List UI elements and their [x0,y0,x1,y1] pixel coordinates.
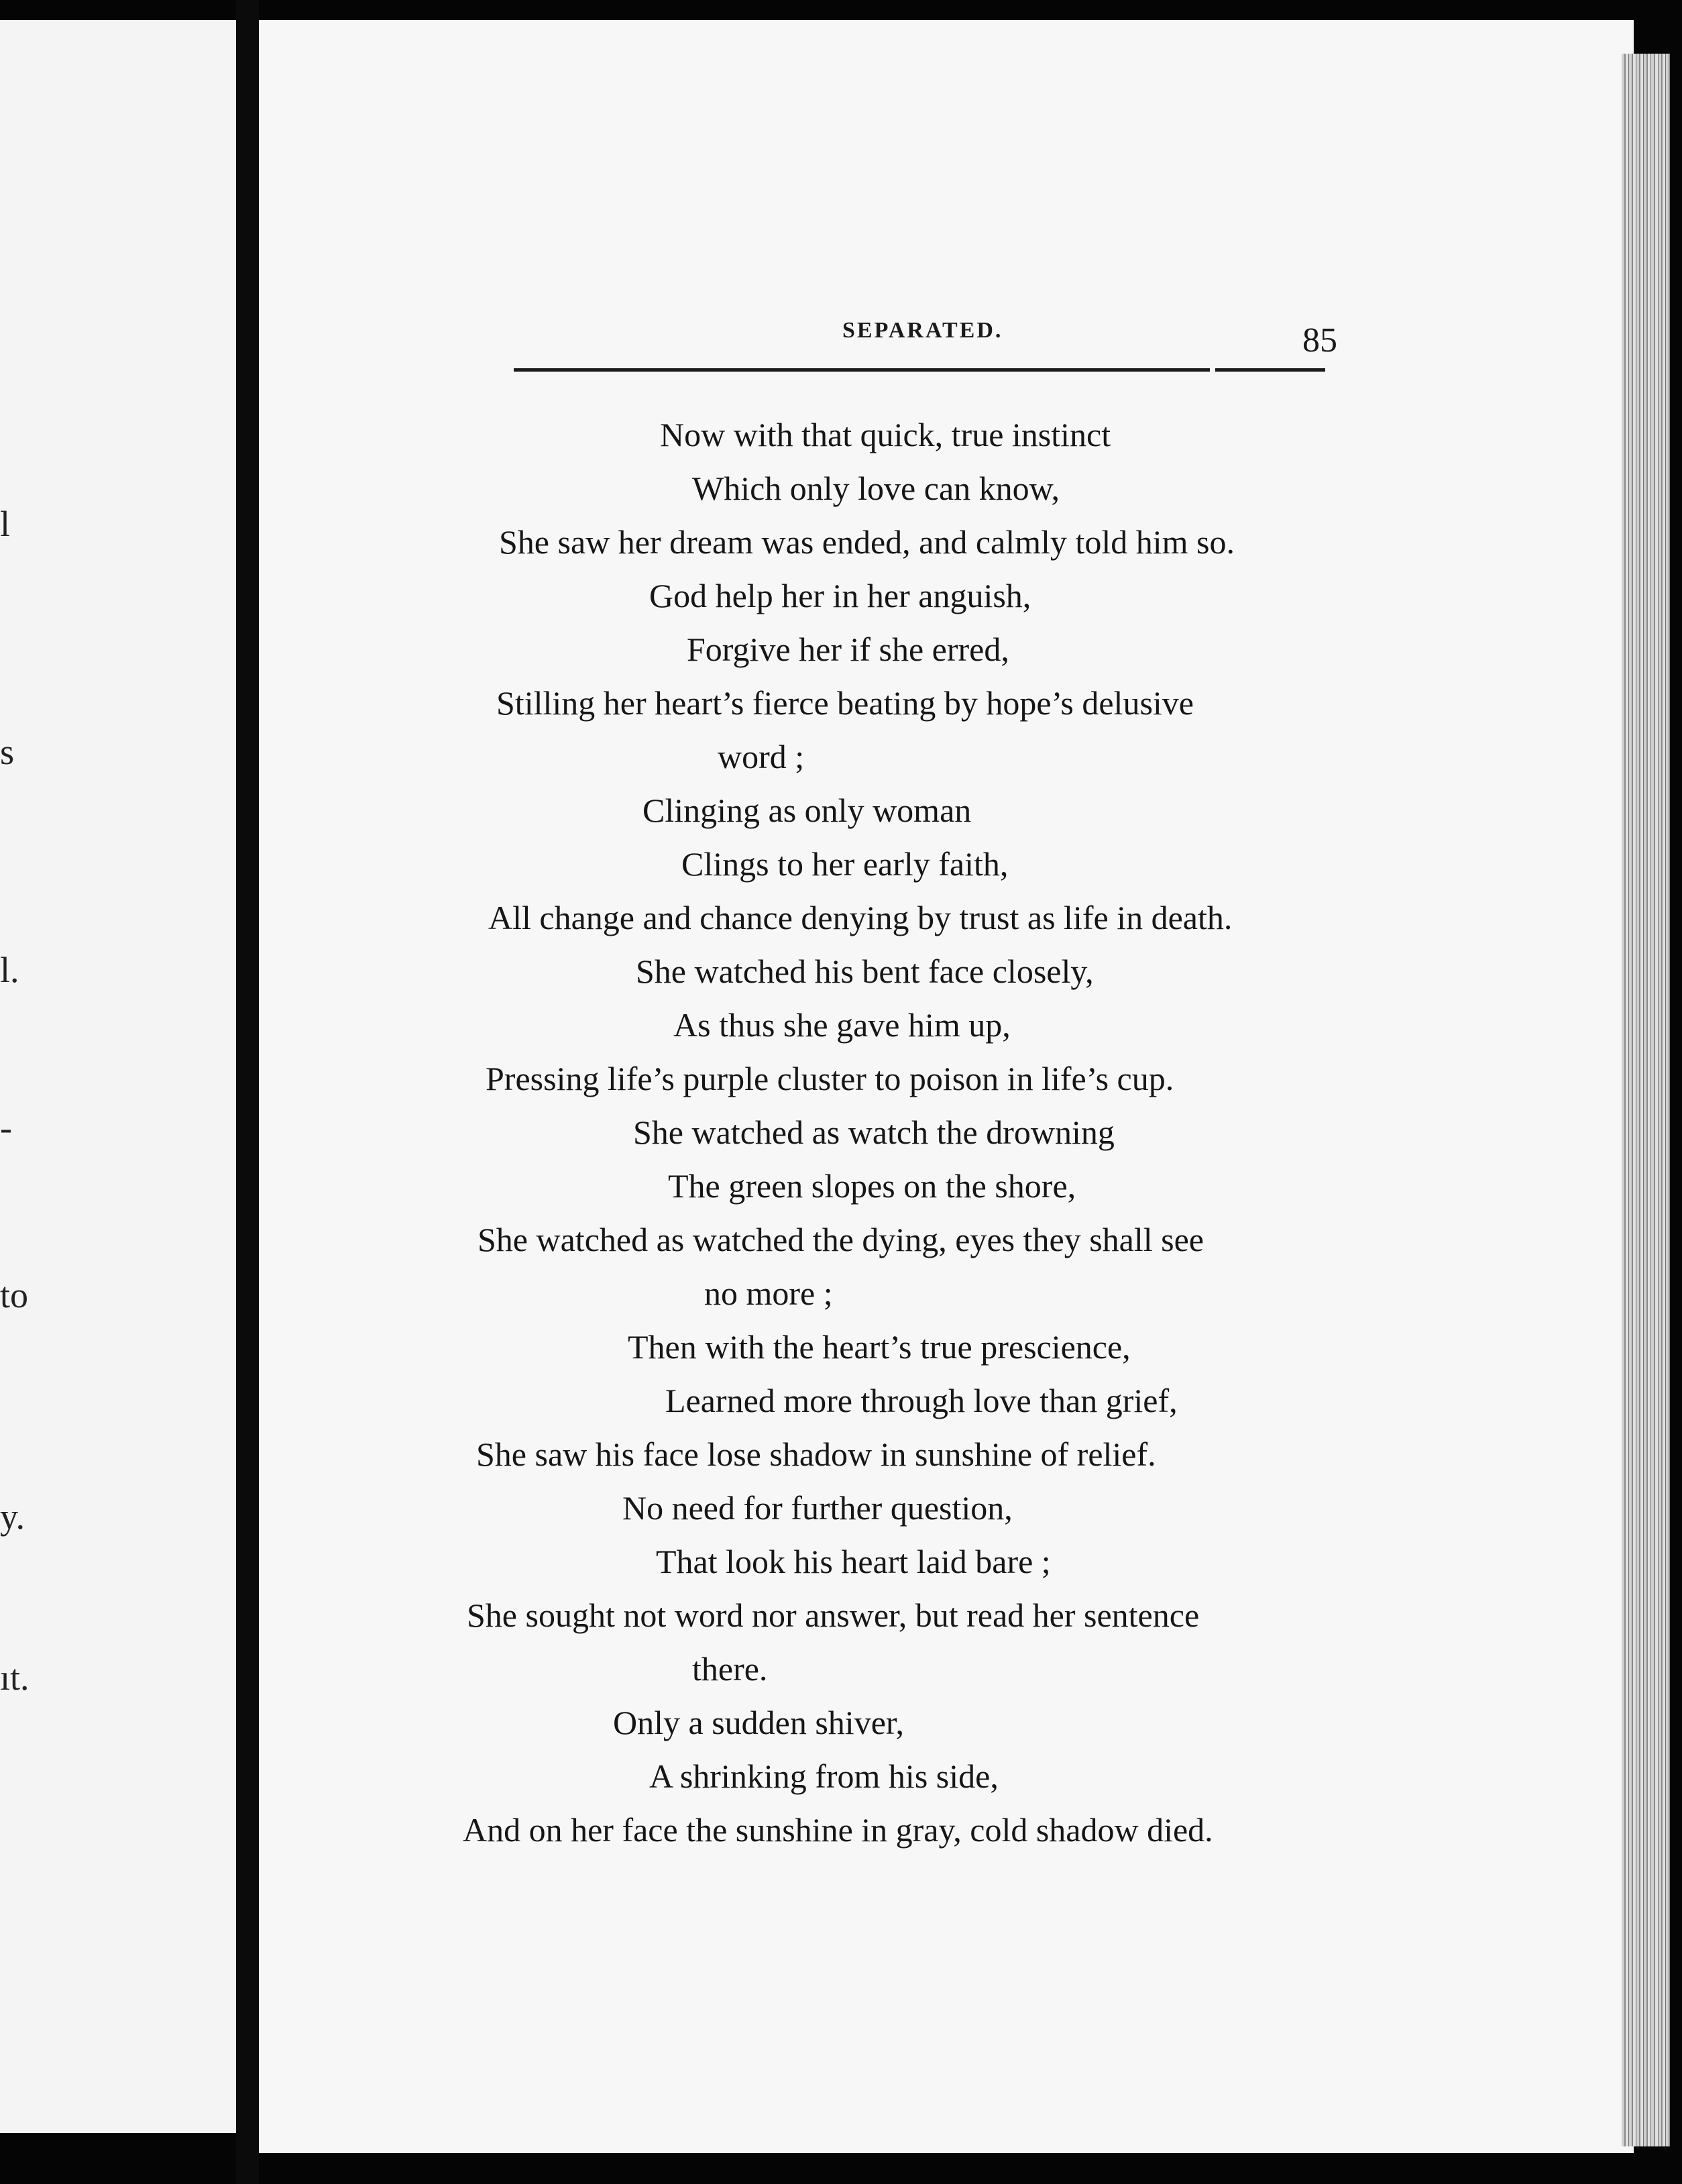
poem-line: Then with the heart’s true prescience, [628,1328,1131,1366]
left-page-fragment: l [0,504,11,544]
left-page [0,20,240,2133]
poem-line: there. [692,1650,768,1688]
left-page-fragment: to [0,1275,29,1315]
poem-line: Pressing life’s purple cluster to poison in life’s cup. [486,1060,1174,1097]
poem-line: Learned more through love than grief, [665,1382,1178,1419]
left-page-fragment: y. [0,1496,25,1537]
left-page-fragment: l. [0,950,19,990]
poem-line: She watched as watched the dying, eyes they shall see [478,1221,1204,1258]
poem-line: And on her face the sunshine in gray, cold shadow died. [463,1811,1213,1849]
poem-line: Only a sudden shiver, [613,1704,905,1741]
header-rule-gap [1210,367,1215,373]
header-rule [514,368,1325,372]
poem-line: The green slopes on the shore, [668,1167,1076,1205]
poem-line: She watched as watch the drowning [633,1113,1115,1151]
page-number: 85 [1302,321,1337,360]
left-page-fragment: ıt. [0,1657,30,1698]
poem-line: word ; [718,738,805,775]
poem-line: No need for further question, [622,1489,1013,1527]
poem-line: Which only love can know, [692,470,1060,507]
poem-line: That look his heart laid bare ; [656,1543,1051,1580]
poem-line: A shrinking from his side, [649,1757,999,1795]
poem-line: All change and chance denying by trust as life in death. [488,899,1233,936]
poem-line: Clings to her early faith, [681,845,1009,883]
poem-line: no more ; [704,1274,833,1312]
poem-line: Now with that quick, true instinct [660,416,1111,453]
poem-line: As thus she gave him up, [673,1006,1011,1044]
poem-line: Forgive her if she erred, [687,631,1009,668]
book-gutter [236,0,259,2184]
running-head: SEPARATED. [842,318,1003,343]
poem-line: Clinging as only woman [642,791,972,829]
left-page-fragment: - [0,1107,12,1148]
poem-line: She watched his bent face closely, [636,952,1094,990]
poem-line: She saw her dream was ended, and calmly told him so. [499,523,1235,561]
page-edges [1622,54,1670,2146]
left-page-fragment: s [0,732,15,772]
poem-line: She saw his face lose shadow in sunshine of relief. [476,1435,1156,1473]
poem-line: She sought not word nor answer, but read her sentence [467,1596,1200,1634]
poem-line: God help her in her anguish, [649,577,1031,614]
poem-line: Stilling her heart’s fierce beating by hope’s delusive [496,684,1194,722]
